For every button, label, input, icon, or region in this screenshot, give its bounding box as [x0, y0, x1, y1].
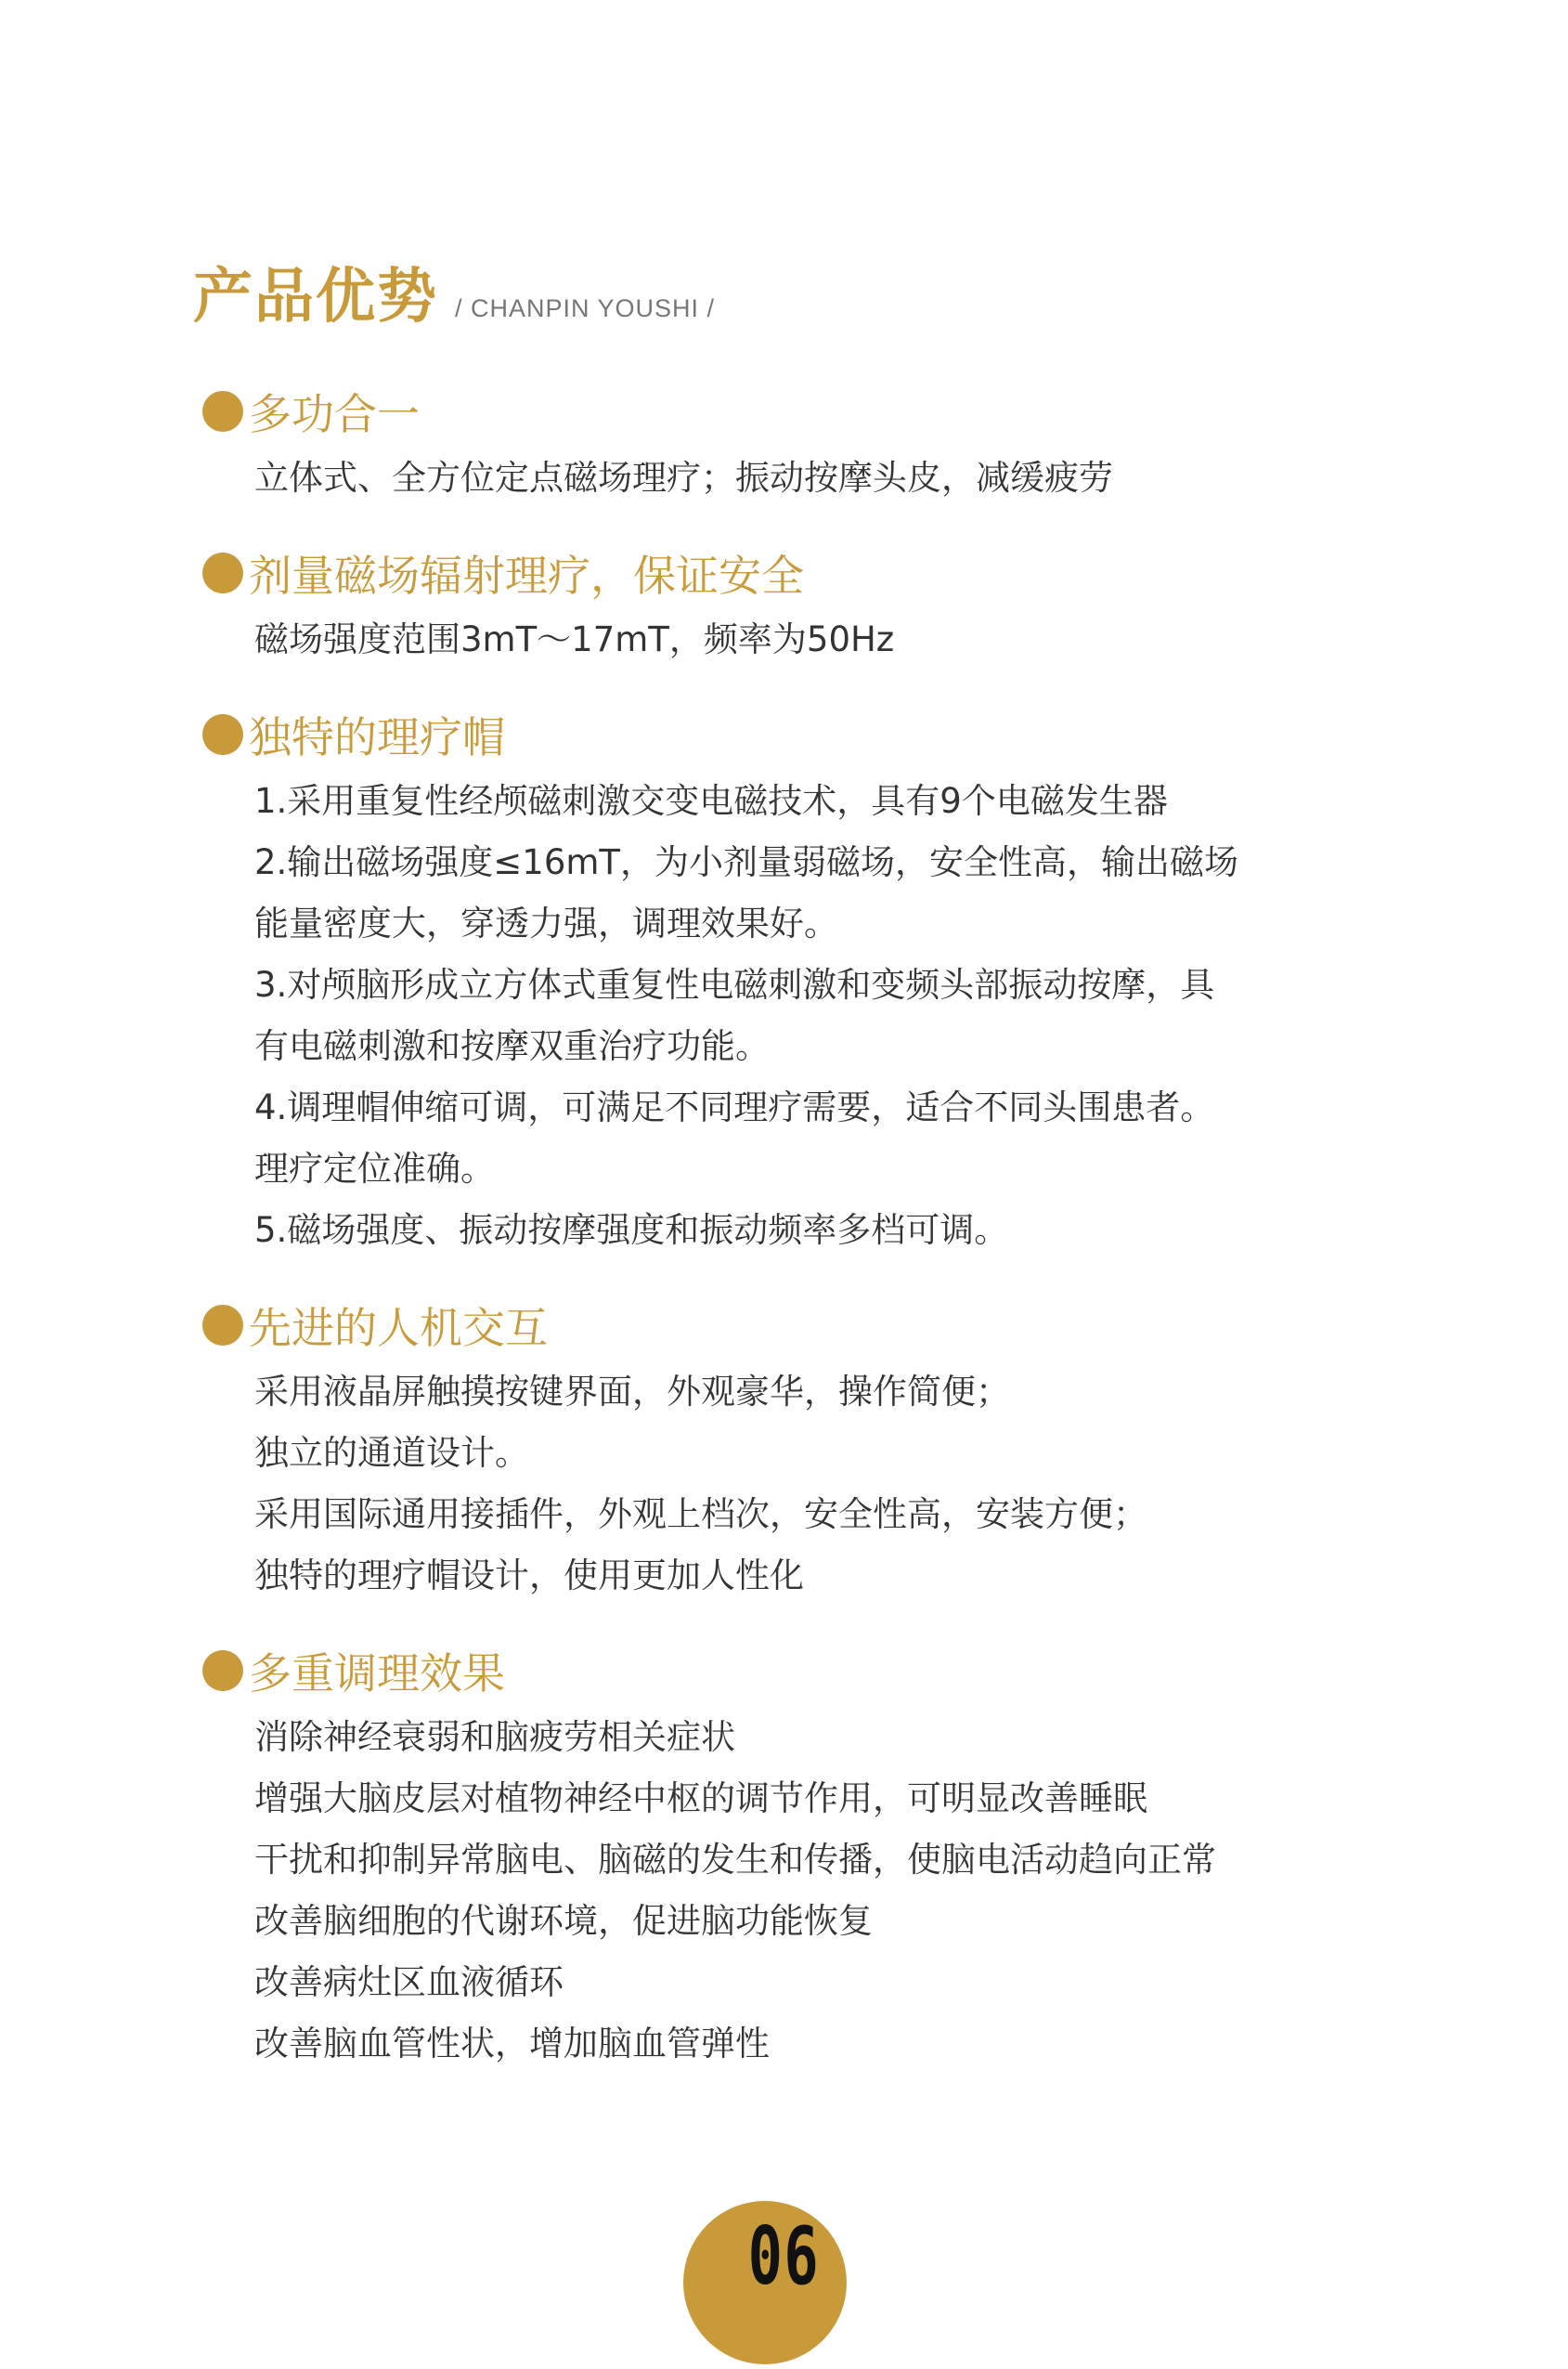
body-line: 采用液晶屏触摸按键界面，外观豪华，操作简便；	[254, 1372, 1010, 1412]
section-heading	[202, 1638, 1409, 1703]
section-body	[202, 609, 1409, 670]
section-title: 先进的人机交互	[249, 1303, 548, 1353]
body-line: 4.调理帽伸缩可调，可满足不同理疗需要，适合不同头围患者。	[254, 1087, 1215, 1127]
bullet-dot-icon	[202, 714, 243, 755]
body-line: 独立的通道设计。	[254, 1433, 529, 1473]
advantage-section	[202, 379, 1409, 509]
section-title: 独特的理疗帽	[249, 712, 505, 762]
section-heading	[202, 379, 1409, 444]
section-heading	[202, 1293, 1409, 1358]
advantage-section	[202, 1293, 1409, 1607]
page-title: 产品优势	[193, 262, 438, 332]
body-line: 改善病灶区血液循环	[254, 1962, 564, 2002]
body-line: 采用国际通用接插件，外观上档次，安全性高，安装方便；	[254, 1494, 1147, 1534]
section-heading	[202, 540, 1409, 605]
body-line: 干扰和抑制异常脑电、脑磁的发生和传播，使脑电活动趋向正常	[254, 1840, 1216, 1880]
body-line: 改善脑细胞的代谢环境，促进脑功能恢复	[254, 1901, 873, 1941]
body-line: 1.采用重复性经颅磁刺激交变电磁技术，具有9个电磁发生器	[254, 781, 1168, 821]
advantage-section	[202, 1638, 1409, 2075]
advantage-section	[202, 702, 1409, 1261]
advantage-section	[202, 540, 1409, 670]
section-body	[202, 1707, 1409, 2075]
body-line: 增强大脑皮层对植物神经中枢的调节作用，可明显改善睡眠	[254, 1778, 1147, 1818]
bullet-dot-icon	[202, 391, 243, 432]
section-title: 多重调理效果	[249, 1648, 505, 1699]
section-body	[202, 1361, 1409, 1607]
body-line: 5.磁场强度、振动按摩强度和振动频率多档可调。	[254, 1210, 1009, 1250]
advantages-list	[202, 379, 1409, 2106]
body-line: 改善脑血管性状，增加脑血管弹性	[254, 2024, 770, 2063]
section-title: 多功合一	[249, 389, 420, 439]
body-line: 消除神经衰弱和脑疲劳相关症状	[254, 1717, 735, 1757]
body-line: 立体式、全方位定点磁场理疗；振动按摩头皮，减缓疲劳	[254, 458, 1113, 498]
body-line: 能量密度大，穿透力强，调理效果好。	[254, 904, 838, 944]
body-line: 有电磁刺激和按摩双重治疗功能。	[254, 1026, 770, 1066]
page-subtitle: / CHANPIN YOUSHI /	[455, 294, 716, 322]
body-line: 独特的理疗帽设计，使用更加人性化	[254, 1555, 804, 1595]
page-number: 06	[747, 2210, 821, 2303]
bullet-dot-icon	[202, 1305, 243, 1346]
section-title: 剂量磁场辐射理疗，保证安全	[249, 551, 804, 601]
body-line: 理疗定位准确。	[254, 1149, 495, 1189]
section-body	[202, 448, 1409, 509]
body-line: 3.对颅脑形成立方体式重复性电磁刺激和变频头部振动按摩，具	[254, 965, 1215, 1005]
body-line: 2.输出磁场强度≤16mT，为小剂量弱磁场，安全性高，输出磁场	[254, 842, 1239, 882]
bullet-dot-icon	[202, 1650, 243, 1691]
page-header	[193, 249, 715, 334]
section-body	[202, 771, 1409, 1261]
bullet-dot-icon	[202, 553, 243, 593]
body-line: 磁场强度范围3mT～17mT，频率为50Hz	[254, 619, 895, 659]
section-heading	[202, 702, 1409, 767]
